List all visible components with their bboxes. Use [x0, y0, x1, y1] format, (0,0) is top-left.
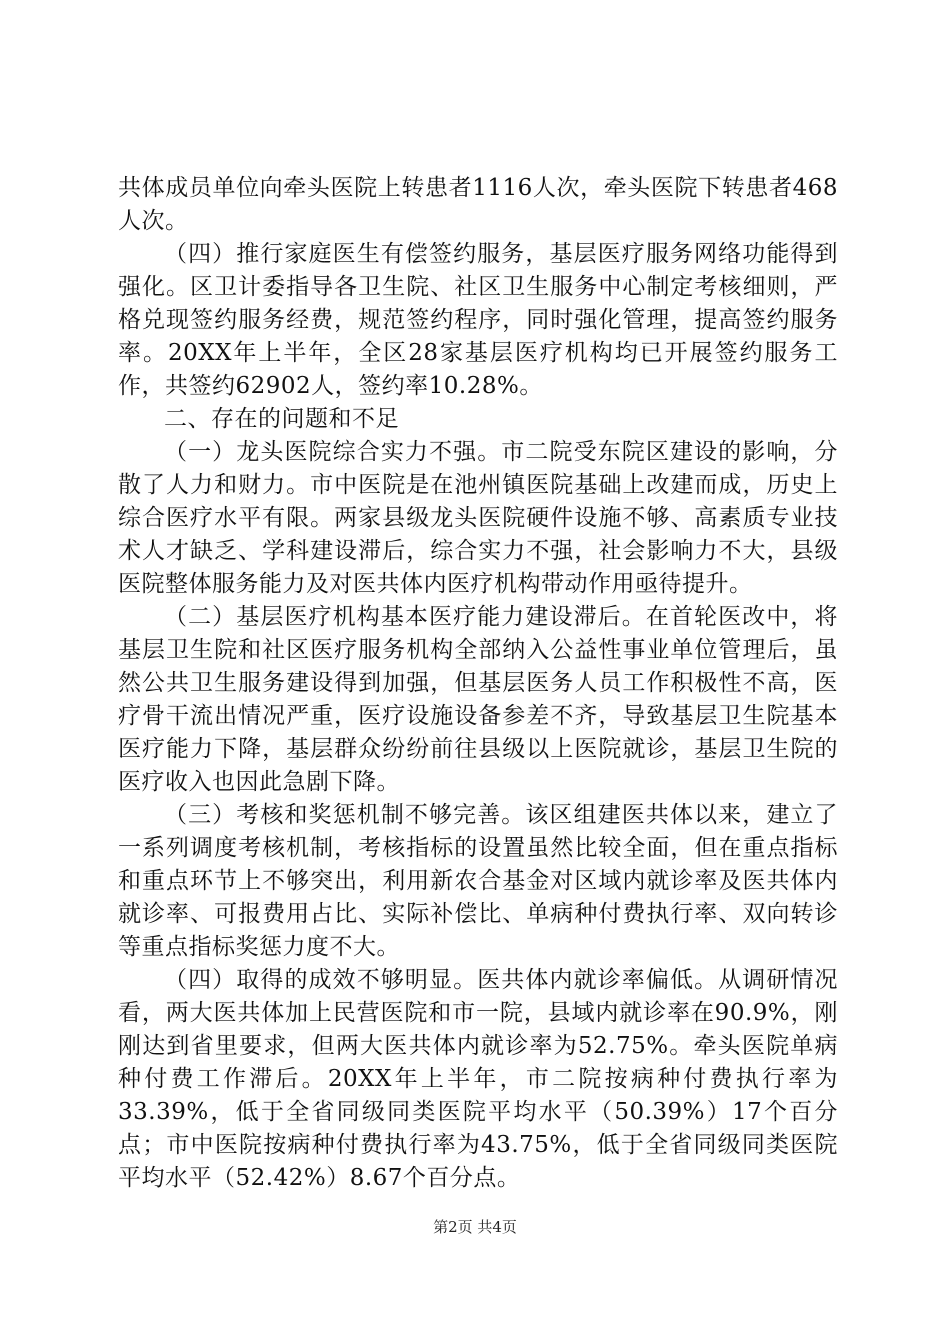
paragraph-assessment-mechanism: （三）考核和奖惩机制不够完善。该区组建医共体以来，建立了一系列调度考核机制，考核指标的设置虽然比较全面，但在重点指标和重点环节上不够突出，利用新农合基金对区域内就诊率及医共体内就诊率、可报费用占比、实际补偿比、单病种付费执行率、双向转诊等重点指标奖惩力度不大。 — [118, 802, 838, 960]
page-number-footer: 第2页 共4页 — [433, 1218, 517, 1236]
paragraph-leading-hospitals: （一）龙头医院综合实力不强。市二院受东院区建设的影响，分散了人力和财力。市中医院是在池州镇医院基础上改建而成，历史上综合医疗水平有限。两家县级龙头医院硬件设施不够、高素质专业技术人才缺乏、学科建设滞后，综合实力不强，社会影响力不大，县级医院整体服务能力及对医共体内医疗机构带动作用亟待提升。 — [118, 439, 838, 597]
paragraph-results: （四）取得的成效不够明显。医共体内就诊率偏低。从调研情况看，两大医共体加上民营医院和市一院，县域内就诊率在90.9%，刚刚达到省里要求，但两大医共体内就诊率为52.75%。牵头医院单病种付费工作滞后。20XX年上半年，市二院按病种付费执行率为33.39%，低于全省同级同类医院平均水平（50.39%）17个百分点；市中医院按病种付费执行率为43.75%，低于全省同级同类医院平均水平（52.42%）8.67个百分点。 — [118, 967, 838, 1191]
paragraph-family-doctor-contract: （四）推行家庭医生有偿签约服务，基层医疗服务网络功能得到强化。区卫计委指导各卫生院、社区卫生服务中心制定考核细则，严格兑现签约服务经费，规范签约程序，同时强化管理，提高签约服务率。20XX年上半年，全区28家基层医疗机构均已开展签约服务工作，共签约62902人，签约率10.28%。 — [118, 241, 838, 399]
section-heading-problems: 二、存在的问题和不足 — [164, 406, 399, 432]
paragraph-continuation: 共体成员单位向牵头医院上转患者1116人次，牵头医院下转患者468人次。 — [118, 175, 838, 234]
document-body — [118, 172, 838, 1195]
paragraph-grassroots-capacity: （二）基层医疗机构基本医疗能力建设滞后。在首轮医改中，将基层卫生院和社区医疗服务机构全部纳入公益性事业单位管理后，虽然公共卫生服务建设得到加强，但基层医务人员工作积极性不高，医疗骨干流出情况严重，医疗设施设备参差不齐，导致基层卫生院基本医疗能力下降，基层群众纷纷前往县级以上医院就诊，基层卫生院的医疗收入也因此急剧下降。 — [118, 604, 838, 795]
